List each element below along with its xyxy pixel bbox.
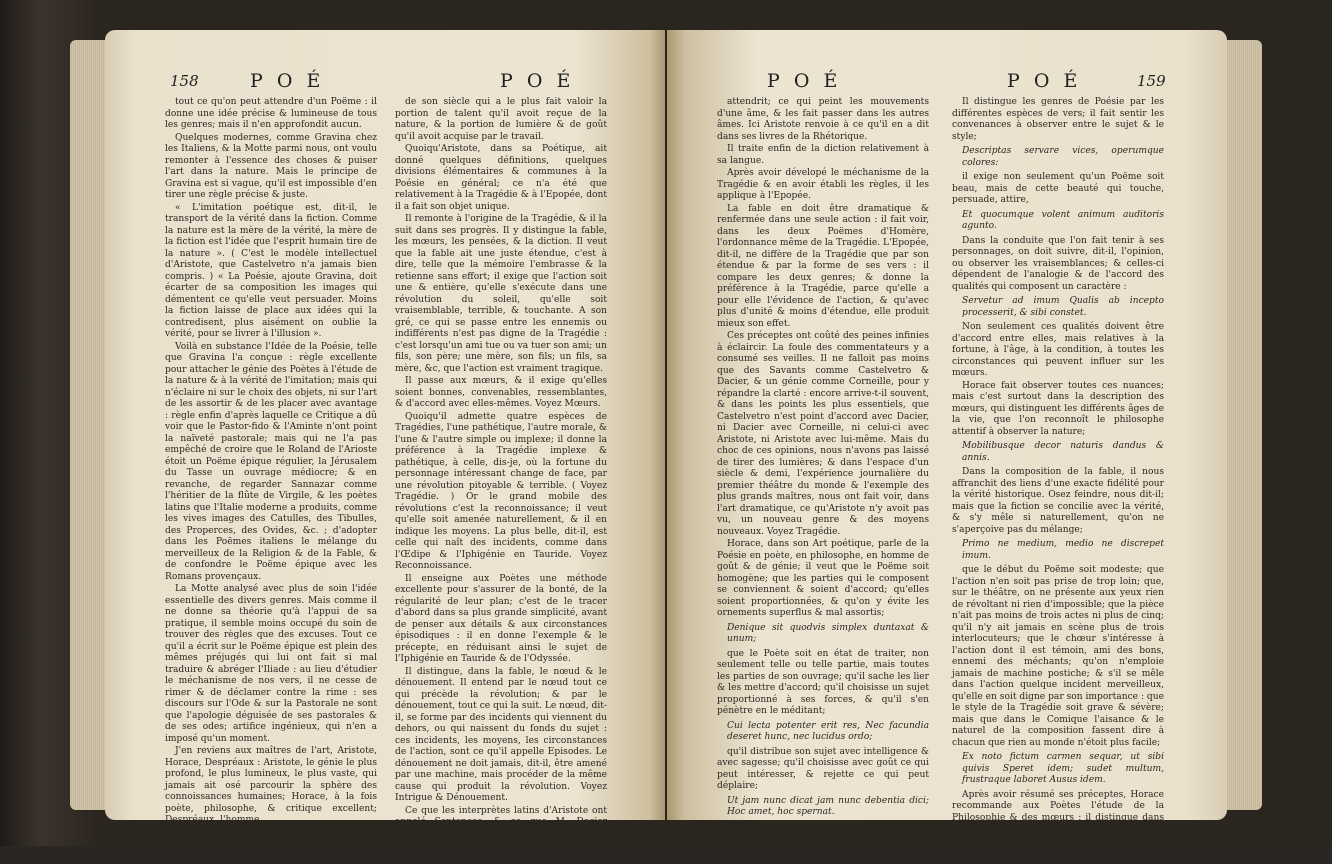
latin-quote: Mobilibusque decor naturis dandus & annis. bbox=[962, 441, 1164, 463]
paragraph: La fable en doit être dramatique & renfermée dans une seule action : il fait voir, dans les deux Poëmes d'Homère, l'ordonnance même de la Tragédie. L'Epopée, dit-il, ne diffère de la Tragédie que par son étendue & par la forme de ses vers : il compare les deux genres; & donne la préférence à la Tragédie, parce qu'elle a pour elle l'évidence de l'action, & qu'avec plus d'unité & moins d'étendue, elle produit mieux son effet. bbox=[717, 203, 929, 329]
paragraph: Non seulement ces qualités doivent être d'accord entre elles, mais relatives à la fortune, à l'âge, à la condition, à toutes les circonstances qui peuvent influer sur les mœurs. bbox=[952, 322, 1164, 378]
text-column bbox=[395, 97, 607, 864]
running-header: P O É bbox=[250, 70, 325, 92]
paragraph: Il distingue les genres de Poésie par les différentes espèces de vers; il fait sentir les convenances à observer entre le sujet & le style; bbox=[952, 97, 1164, 142]
paragraph: Après avoir dévelopé le méchanisme de la Tragédie & en avoir établi les règles, il les applique à l'Epopée. bbox=[717, 168, 929, 201]
latin-quote: Ut jam nunc dicat jam nunc debentia dici; Hoc amet, hoc spernat. bbox=[727, 795, 929, 817]
latin-quote: Servetur ad imum Qualis ab incepto processerit, & sibi constet. bbox=[962, 296, 1164, 318]
text-column bbox=[165, 97, 377, 828]
paragraph: Horace fait observer toutes ces nuances; mais c'est surtout dans la description des mœurs, qui distinguent les différents âges de la vie, que l'on reconnoît le philosophe attentif à observer la nature; bbox=[952, 380, 1164, 437]
paragraph: La Motte analysé avec plus de soin l'idée essentielle des divers genres. Mais comme il ne donne sa théorie qu'à l'appui de sa pratique, il semble moins occupé du soin de trouver des règles que des excuses. Tout ce qu'il a écrit sur le Poëme épique est plein des mêmes préjugés qui lui ont fait si mal traduire & abréger l'Iliade : au lieu d'étudier le méchanisme de nos vers, il ne cesse de rimer & de déclamer contre la rime : ses discours sur l'Ode & sur la Pastorale ne sont que l'apologie déguisée de ses pastorales & de ses odes; artifice ingénieux, qui n'en a imposé qu'un moment. bbox=[165, 584, 377, 744]
paragraph: Il traite enfin de la diction relativement à sa langue. bbox=[717, 144, 929, 166]
paragraph: attendrit; ce qui peint les mouvements d'une âme, & les fait passer dans les autres âmes. Ici Aristote renvoie à ce qu'il en a dit dans ses livres de la Rhétorique. bbox=[717, 97, 929, 142]
latin-quote: Primo ne medium, medio ne discrepet imum. bbox=[962, 539, 1164, 561]
latin-quote: Et quocumque volent animum auditoris agunto. bbox=[962, 209, 1164, 231]
running-header: P O É bbox=[1007, 70, 1082, 92]
paragraph: qu'il distribue son sujet avec intelligence & avec sagesse; qu'il choisisse avec goût ce qui peut intéresser, & rejette ce qui peut déplaire; bbox=[717, 746, 929, 791]
paragraph: Horace, dans son Art poétique, parle de la Poésie en poète, en philosophe, en homme de goût & de génie; il veut que le Poëme soit homogène; que les parties qui le composent se conviennent & soient d'accord; qu'elles soient proportionnées, & qu'on y évite les ornements superflus & mal assortis; bbox=[717, 539, 929, 618]
paragraph: Quoiqu'il admette quatre espèces de Tragédies, l'une pathétique, l'autre morale, & l'une & l'autre simple ou implexe; il donne la préférence à la Tragédie implexe & pathétique, à celle, dis-je, où la fortune du personnage intéressant change de face, par une révolution pitoyable & terrible. ( Voyez Tragédie. ) Or le grand mobile des révolutions c'est la reconnoissance; il veut qu'elle soit amenée naturellement, & il en indique les moyens. La plus belle, dit-il, est celle qui naît des incidents, comme dans l'Œdipe & l'Iphigénie en Tauride. Voyez Reconnoissance. bbox=[395, 411, 607, 571]
latin-quote: Cui lecta potenter erit res, Nec facundia deseret hunc, nec lucidus ordo; bbox=[727, 720, 929, 742]
paragraph: Quoiqu'Aristote, dans sa Poétique, ait donné quelques définitions, quelques divisions élémentaires & communes à la Poésie en général; ce n'a été que relativement à la Tragédie & à l'Epopée, dont il a fait son objet unique. bbox=[395, 144, 607, 212]
paragraph: « L'imitation poétique est, dit-il, le transport de la vérité dans la fiction. Comme la nature est la mère de la vérité, la mère de la fiction est l'idée que l'esprit humain tire de la nature ». ( C'est le modèle intellectuel d'Aristote, que Castelvetro n'a jamais bien compris. ) « La Poésie, ajoute Gravina, doit écarter de sa composition les images qui démentent ce qu'elle veut persuader. Moins la fiction laisse de place aux idées qui la contredisent, plus aisément on oublie la vérité, pour se livrer à l'illusion ». bbox=[165, 202, 377, 339]
paragraph: de son siècle qui a le plus fait valoir la portion de talent qu'il avoit reçue de la nature, & la portion de lumière & de goût qu'il avoit acquise par le travail. bbox=[395, 97, 607, 142]
page-edges-right bbox=[1222, 40, 1262, 810]
paragraph: Dans la composition de la fable, il nous affranchit des liens d'une exacte fidélité pour la vérité historique. Osez feindre, nous dit-il; mais que la fiction se concilie avec la vérité, & s'y mêle si naturellement, qu'on ne s'aperçoive pas du mélange; bbox=[952, 467, 1164, 535]
page-number: 158 bbox=[170, 72, 199, 90]
running-header: P O É bbox=[500, 70, 575, 92]
paragraph: que le début du Poëme soit modeste; que l'action n'en soit pas prise de trop loin; que, sur le théâtre, on ne présente aux yeux rien de révoltant ni rien d'impossible; que la pièce n'ait pas moins de trois actes ni plus de cinq; qu'il n'y ait jamais en scène plus de trois interlocuteurs; que le chœur s'intéresse à l'action dont il est témoin, ami des bons, ennemi des méchants; qu'on n'emploie jamais de machine postiche; & s'il se mêle dans l'action quelque incident merveilleux, qu'elle en soit digne par son importance : que le style de la Tragédie soit grave & sévère; mais que dans le Comique l'aisance & le naturel de la composition fassent dire à chacun que rien au monde n'étoit plus facile; bbox=[952, 565, 1164, 748]
page-edges-left bbox=[70, 40, 110, 810]
paragraph: Ces préceptes ont coûté des peines infinies à éclaircir. La foule des commentateurs y a consumé ses veilles. Il ne falloit pas moins que des Savants comme Castelvetro & Dacier, & un génie comme Corneille, pour y répandre la clarté : encore arrive-t-il souvent, & dans les points les plus essentiels, que Castelvetro n'est point d'accord avec Dacier, ni Dacier avec Corneille, ni celui-ci avec Aristote, ni Aristote avec lui-même. Mais du choc de ces opinions, nous n'avons pas laissé de tirer des lumières; & dans l'espace d'un siècle & demi, l'expérience journalière du premier théâtre du monde & l'exemple des plus grands maîtres, nous ont fait voir, dans l'art dramatique, ce qu'Aristote n'y avoit pas vu, un nouveau genre & des moyens nouveaux. Voyez Tragédie. bbox=[717, 331, 929, 537]
paragraph: tout ce qu'on peut attendre d'un Poëme : il donne une idée précise & lumineuse de tous les genres; mais il n'en approfondit aucun. bbox=[165, 97, 377, 130]
paragraph: Ce que les interprètes latins d'Aristote ont appelé Sentences, & ce que M. Dacier appelle mal à propos les Sentiments, est, dans la Tragédie, l'éloquence des passions; ce qui persuade, intéresse, bbox=[395, 805, 607, 862]
paragraph: Il distingue, dans la fable, le nœud & le dénouement. Il entend par le nœud tout ce qui précède la révolution; & par le dénouement, tout ce qui la suit. Le nœud, dit-il, se forme par des incidents qui viennent du dehors, ou qui naissent du fonds du sujet : ces incidents, les moyens, les circonstances de l'action, sont ce qu'il appelle Episodes. Le dénouement ne doit jamais, dit-il, être amené par une machine, mais procéder de la même cause qui produit la révolution. Voyez Intrigue & Dénouement. bbox=[395, 666, 607, 803]
latin-quote: Descriptas servare vices, operumque colores: bbox=[962, 146, 1164, 168]
running-header: P O É bbox=[767, 70, 842, 92]
latin-quote: Denique sit quodvis simplex duntaxat & unum; bbox=[727, 622, 929, 644]
paragraph: Après avoir résumé ses préceptes, Horace recommande aux Poètes l'étude de la Philosophie & des mœurs : il distingue dans la Poésie deux effets, bbox=[952, 789, 1164, 834]
paragraph: que le Poète soit en état de traiter, non seulement telle ou telle partie, mais toutes les parties de son ouvrage; qu'il sache les lier & les mettre d'accord; qu'il choisisse un sujet proportionné à ses forces, & qu'il s'en pénètre en le méditant; bbox=[717, 648, 929, 716]
paragraph: Quelques modernes, comme Gravina chez les Italiens, & la Motte parmi nous, ont voulu remonter à l'essence des choses & puiser l'art dans la nature. Mais le principe de Gravina est si vague, qu'il est impossible d'en tirer une règle précise & juste. bbox=[165, 132, 377, 200]
page-number: 159 bbox=[1137, 72, 1166, 90]
paragraph: il exige non seulement qu'un Poëme soit beau, mais de cette beauté qui touche, persuade, attire, bbox=[952, 172, 1164, 205]
text-column bbox=[717, 97, 929, 822]
paragraph: Il enseigne aux Poètes une méthode excellente pour s'assurer de la bonté, de la régularité de leur plan; c'est de le tracer d'abord dans sa plus grande simplicité, avant de penser aux détails & aux circonstances épisodiques : il en donne l'exemple & le précepte, en réduisant ainsi le sujet de l'Iphigénie en Tauride & de l'Odyssée. bbox=[395, 573, 607, 664]
paragraph: Dans la conduite que l'on fait tenir à ses personnages, on doit suivre, dit-il, l'opinion, ou observer les vraisemblances; & celles-ci dépendent de l'analogie & de l'accord des qualités qui composent un caractère : bbox=[952, 235, 1164, 292]
right-page bbox=[667, 30, 1227, 834]
paragraph: Il passe aux mœurs, & il exige qu'elles soient bonnes, convenables, ressemblantes, & d'accord avec elles-mêmes. Voyez Mœurs. bbox=[395, 376, 607, 409]
paragraph: J'en reviens aux maîtres de l'art, Aristote, Horace, Despréaux : Aristote, le génie le plus profond, le plus lumineux, le plus vaste, qui jamais ait osé parcourir la sphère des connoissances humaines; Horace, à la fois poète, philosophe, & critique excellent; Despréaux, l'homme bbox=[165, 746, 377, 825]
text-column bbox=[952, 97, 1164, 837]
paragraph: Il remonte à l'origine de la Tragédie, & il la suit dans ses progrès. Il y distingue la fable, les mœurs, les pensées, & la diction. Il veut que la fable ait une juste étendue, c'est à dire, telle que la mémoire l'embrasse & la retienne sans effort; il exige que l'action soit une & entière, qu'elle s'exécute dans une révolution du soleil, qu'elle soit vraisemblable, terrible, & touchante. A son gré, ce qui se passe entre les ennemis ou indifférents n'est pas digne de la Tragédie : c'est lorsqu'un ami tue ou va tuer son ami; un fils, son père; une mère, son fils; un fils, sa mère, &c, que l'action est vraiment tragique. bbox=[395, 214, 607, 374]
latin-quote: Ex noto fictum carmen sequar, ut sibi quivis Speret idem; sudet multum, frustraque laboret Ausus idem. bbox=[962, 752, 1164, 785]
paragraph: Voilà en substance l'Idée de la Poésie, telle que Gravina l'a conçue : règle excellente pour attacher le génie des Poètes à l'étude de la nature & à la vérité de l'imitation; mais qui n'éclaire ni sur le choix des objets, ni sur l'art de les assortir & de les placer avec avantage : règle enfin d'après laquelle ce Critique a dû voir que le Pastor-fido & l'Aminte n'ont point la naïveté pastorale; mais qui ne l'a pas empêché de croire que le Roland de l'Arioste étoit un Poëme épique régulier, la Jérusalem du Tasse un ouvrage médiocre; & en revanche, de regarder Sannazar comme l'héritier de la flûte de Virgile, & les poètes latins que l'Italie moderne a produits, comme les vives images des Catulles, des Tibulles, des Properces, des Ovides, &c. ; d'adopter dans les Poëmes italiens le mélange du merveilleux de la Religion & de la Fable, & de confondre le Poëme épique avec les Romans provençaux. bbox=[165, 341, 377, 582]
left-page bbox=[105, 30, 665, 862]
